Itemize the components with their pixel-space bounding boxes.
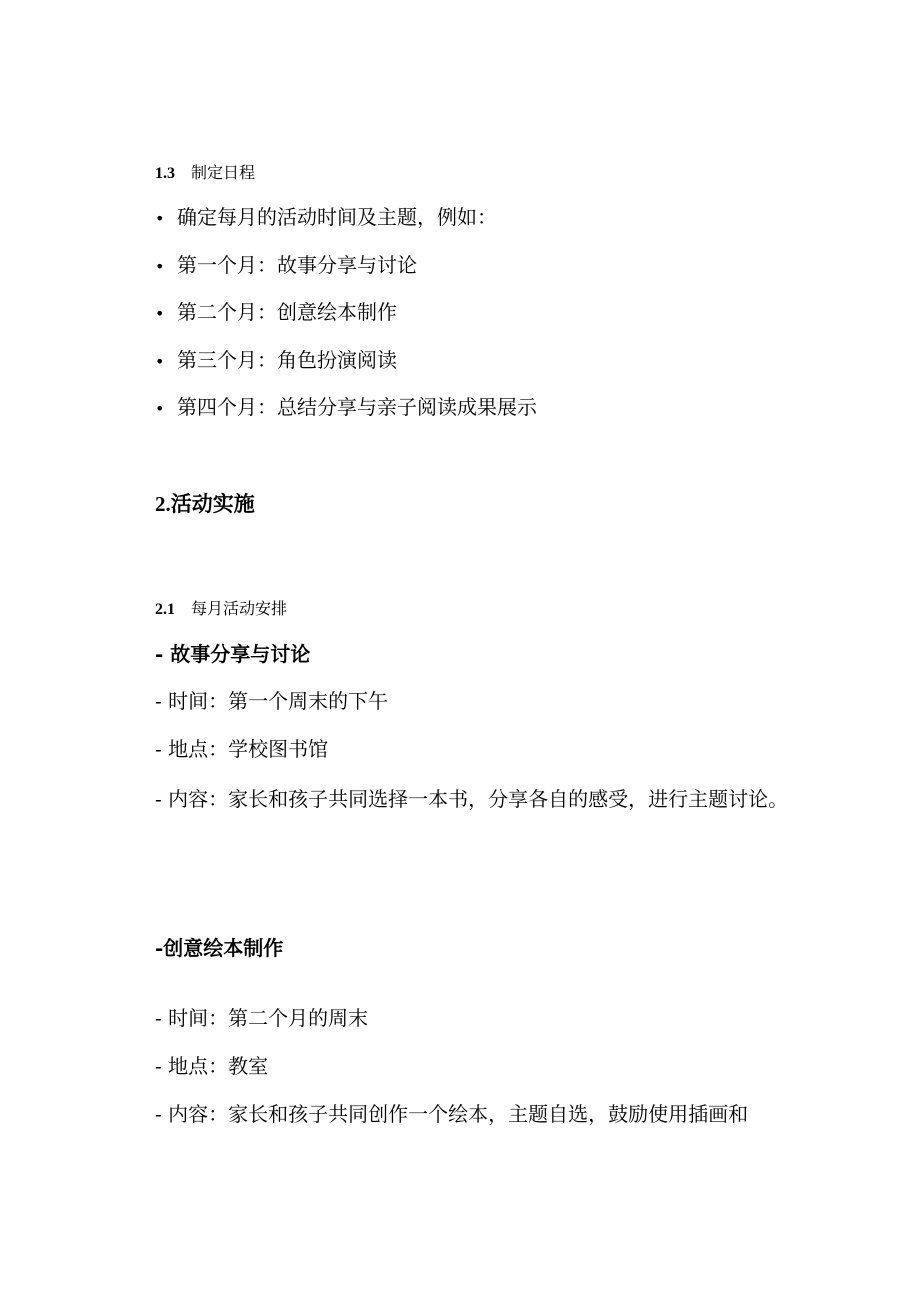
bullet-dot-icon: • — [155, 399, 165, 418]
bullet-dot-icon: • — [155, 209, 165, 228]
bullet-item — [155, 347, 397, 375]
subheading-number: 2.1 — [155, 601, 175, 618]
activity-title: -创意绘本制作 — [155, 936, 284, 960]
activity-content: - 内容：家长和孩子共同创作一个绘本，主题自选，鼓励使用插画和 — [155, 1102, 749, 1126]
bullet-text: 第一个月：故事分享与讨论 — [177, 253, 417, 277]
bullet-text: 第三个月：角色扮演阅读 — [177, 348, 397, 372]
subheading-number: 1.3 — [155, 165, 175, 182]
activity-place: - 地点：学校图书馆 — [155, 737, 329, 761]
activity-place: - 地点：教室 — [155, 1054, 269, 1078]
subheading-2-1 — [155, 599, 287, 620]
activity-title: - 故事分享与讨论 — [155, 642, 311, 666]
heading-title: 活动实施 — [170, 491, 255, 516]
bullet-dot-icon: • — [155, 257, 165, 276]
activity-content: - 内容：家长和孩子共同选择一本书，分享各自的感受，进行主题讨论。 — [155, 787, 789, 811]
bullet-item — [155, 394, 537, 422]
bullet-item — [155, 204, 497, 232]
activity-time: - 时间：第一个周末的下午 — [155, 689, 389, 713]
subheading-title: 每月活动安排 — [191, 599, 288, 618]
bullet-dot-icon: • — [155, 352, 165, 371]
activity-time: - 时间：第二个月的周末 — [155, 1006, 369, 1030]
subheading-title: 制定日程 — [191, 163, 256, 182]
section-heading-2 — [155, 490, 255, 518]
bullet-text: 确定每月的活动时间及主题，例如： — [177, 205, 497, 229]
bullet-text: 第二个月：创意绘本制作 — [177, 300, 397, 324]
bullet-text: 第四个月：总结分享与亲子阅读成果展示 — [177, 395, 537, 419]
bullet-dot-icon: • — [155, 304, 165, 323]
heading-number: 2. — [155, 492, 171, 516]
subheading-1-3 — [155, 163, 255, 184]
bullet-item — [155, 299, 397, 327]
bullet-item — [155, 252, 417, 280]
